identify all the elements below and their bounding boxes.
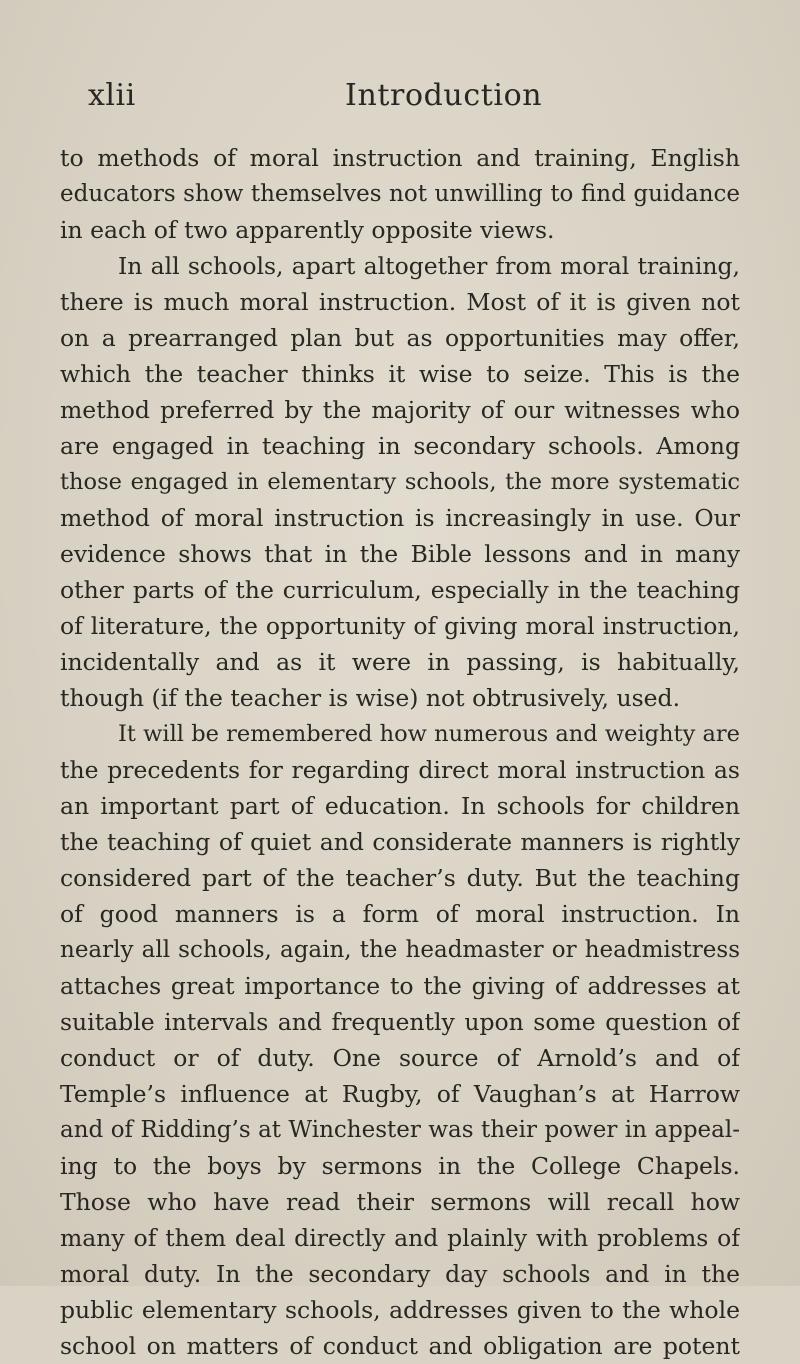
text-line: are engaged in teaching in secondary schools. Among <box>60 432 740 460</box>
text-line: in each of two apparently opposite views. <box>60 216 555 244</box>
text-line: suitable intervals and frequently upon some question of <box>60 1008 740 1036</box>
text-line: an important part of education. In schools for children <box>60 792 740 820</box>
running-head-title: Introduction <box>345 78 543 113</box>
page-header <box>0 72 800 116</box>
text-line: Those who have read their sermons will recall how <box>60 1188 740 1216</box>
text-line: attaches great importance to the giving of addresses at <box>60 972 740 1000</box>
text-line: conduct or of duty. One source of Arnold’s and of <box>60 1044 740 1072</box>
text-line: though (if the teacher is wise) not obtrusively, used. <box>60 684 681 712</box>
text-line: those engaged in elementary schools, the more systematic <box>60 469 740 495</box>
text-line: evidence shows that in the Bible lessons and in many <box>60 540 740 568</box>
text-line: school on matters of conduct and obligation are potent <box>60 1332 740 1360</box>
text-line: of good manners is a form of moral instruction. In <box>60 900 740 928</box>
text-line: on a prearranged plan but as opportunities may offer, <box>60 324 740 352</box>
text-line: It will be remembered how numerous and weighty are <box>118 721 740 747</box>
text-line: Temple’s influence at Rugby, of Vaughan’s at Harrow <box>60 1080 740 1108</box>
text-line: method preferred by the majority of our witnesses who <box>60 396 740 424</box>
text-line: ing to the boys by sermons in the College Chapels. <box>60 1152 740 1180</box>
text-line: there is much moral instruction. Most of it is given not <box>60 288 740 316</box>
text-line: to methods of moral instruction and training, English <box>60 144 740 172</box>
text-line: moral duty. In the secondary day schools and in the <box>60 1260 740 1288</box>
text-line: many of them deal directly and plainly with problems of <box>60 1224 740 1252</box>
text-line: the teaching of quiet and considerate manners is rightly <box>60 828 740 856</box>
text-line: incidentally and as it were in passing, is habitually, <box>60 648 740 676</box>
page-number: xlii <box>88 78 136 113</box>
text-line: public elementary schools, addresses given to the whole <box>60 1296 740 1324</box>
text-line: considered part of the teacher’s duty. But the teaching <box>60 864 740 892</box>
text-line: the precedents for regarding direct moral instruction as <box>60 756 740 784</box>
text-line: nearly all schools, again, the headmaster or headmistress <box>60 937 740 963</box>
text-line: In all schools, apart altogether from moral training, <box>118 252 740 280</box>
text-line: and of Ridding’s at Winchester was their power in appeal- <box>60 1117 740 1143</box>
text-line: educators show themselves not unwilling to find guidance <box>60 181 740 207</box>
text-line: of literature, the opportunity of giving moral instruction, <box>60 612 740 640</box>
text-line: method of moral instruction is increasingly in use. Our <box>60 504 740 532</box>
text-line: other parts of the curriculum, especially in the teaching <box>60 576 740 604</box>
text-line: which the teacher thinks it wise to seize. This is the <box>60 360 740 388</box>
